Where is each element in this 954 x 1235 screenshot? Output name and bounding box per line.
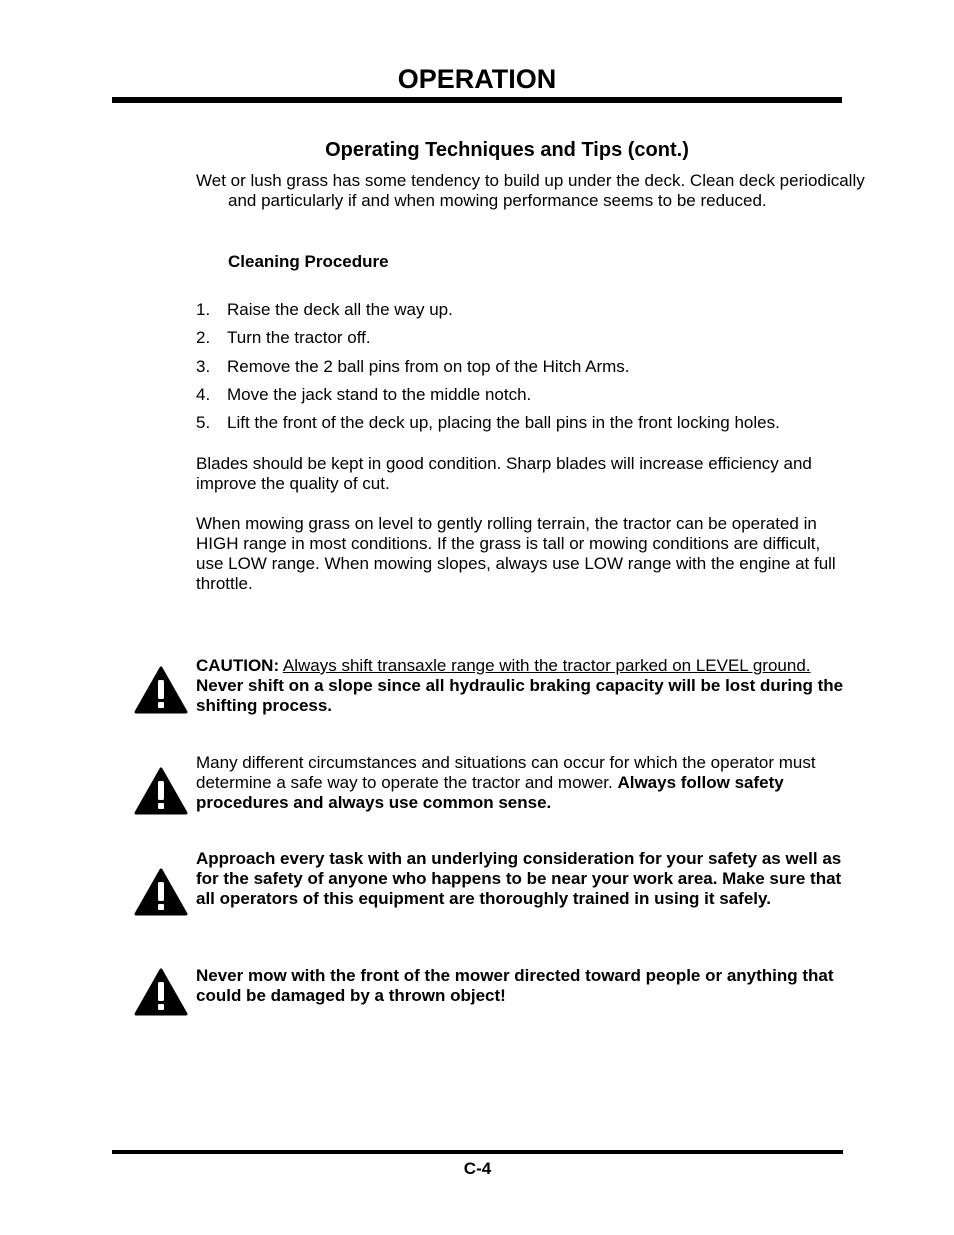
- approach-warning: Approach every task with an underlying consideration for your safety as well as for the safety of anyone who happens to be near your work area. Make sure that all operators of this equipment are thoroughly trained in using it safely.: [196, 849, 842, 908]
- warning-triangle-icon: [134, 868, 188, 916]
- header-rule: [112, 97, 842, 103]
- intro-paragraph: Wet or lush grass has some tendency to build up under the deck. Clean deck periodically and particularly if and when mowing performance seems to be reduced.: [196, 171, 865, 210]
- blades-paragraph: Blades should be kept in good condition. Sharp blades will increase efficiency and improve the quality of cut.: [196, 454, 812, 493]
- caution-warning: [196, 656, 846, 716]
- circumstances-bold-text: Always follow safety procedures and always use common sense.: [196, 773, 784, 812]
- step-text: Remove the 2 ball pins from on top of the Hitch Arms.: [227, 357, 630, 376]
- mowing-paragraph: When mowing grass on level to gently rolling terrain, the tractor can be operated in HIGH range in most conditions. If the grass is tall or mowing conditions are difficult, use LOW range. When mowing slopes, always use LOW range with the engine at full throttle.: [196, 514, 836, 593]
- step-text: Move the jack stand to the middle notch.: [227, 385, 532, 404]
- section-title: Operating Techniques and Tips (cont.): [325, 139, 689, 161]
- list-item: [196, 357, 630, 377]
- warning-triangle-icon: [134, 968, 188, 1016]
- list-item: [196, 413, 780, 433]
- step-number: 3.: [196, 357, 211, 376]
- page-title: OPERATION: [397, 64, 557, 94]
- list-item: [196, 300, 453, 320]
- list-item: [196, 328, 371, 348]
- warning-triangle-icon: [134, 666, 188, 714]
- step-number: 1.: [196, 300, 211, 319]
- step-text: Turn the tractor off.: [227, 328, 371, 347]
- step-text: Lift the front of the deck up, placing the ball pins in the front locking holes.: [227, 413, 780, 432]
- page-number: C-4: [463, 1159, 492, 1178]
- caution-underlined-text: Always shift transaxle range with the tractor parked on LEVEL ground.: [282, 656, 811, 675]
- circumstances-text: Many different circumstances and situations can occur for which the operator must determine a safe way to operate the tractor and mower.: [196, 753, 816, 792]
- step-number: 4.: [196, 385, 211, 404]
- step-number: 5.: [196, 413, 211, 432]
- circumstances-warning: [196, 753, 846, 813]
- step-text: Raise the deck all the way up.: [227, 300, 453, 319]
- warning-triangle-icon: [134, 767, 188, 815]
- step-number: 2.: [196, 328, 211, 347]
- footer-rule: [112, 1150, 843, 1154]
- never-mow-warning: Never mow with the front of the mower directed toward people or anything that could be damaged by a thrown object!: [196, 966, 834, 1005]
- caution-bold-text: Never shift on a slope since all hydraulic braking capacity will be lost during the shifting process.: [196, 676, 844, 715]
- caution-label: CAUTION:: [196, 656, 280, 675]
- procedure-title: Cleaning Procedure: [228, 252, 389, 271]
- list-item: [196, 385, 531, 405]
